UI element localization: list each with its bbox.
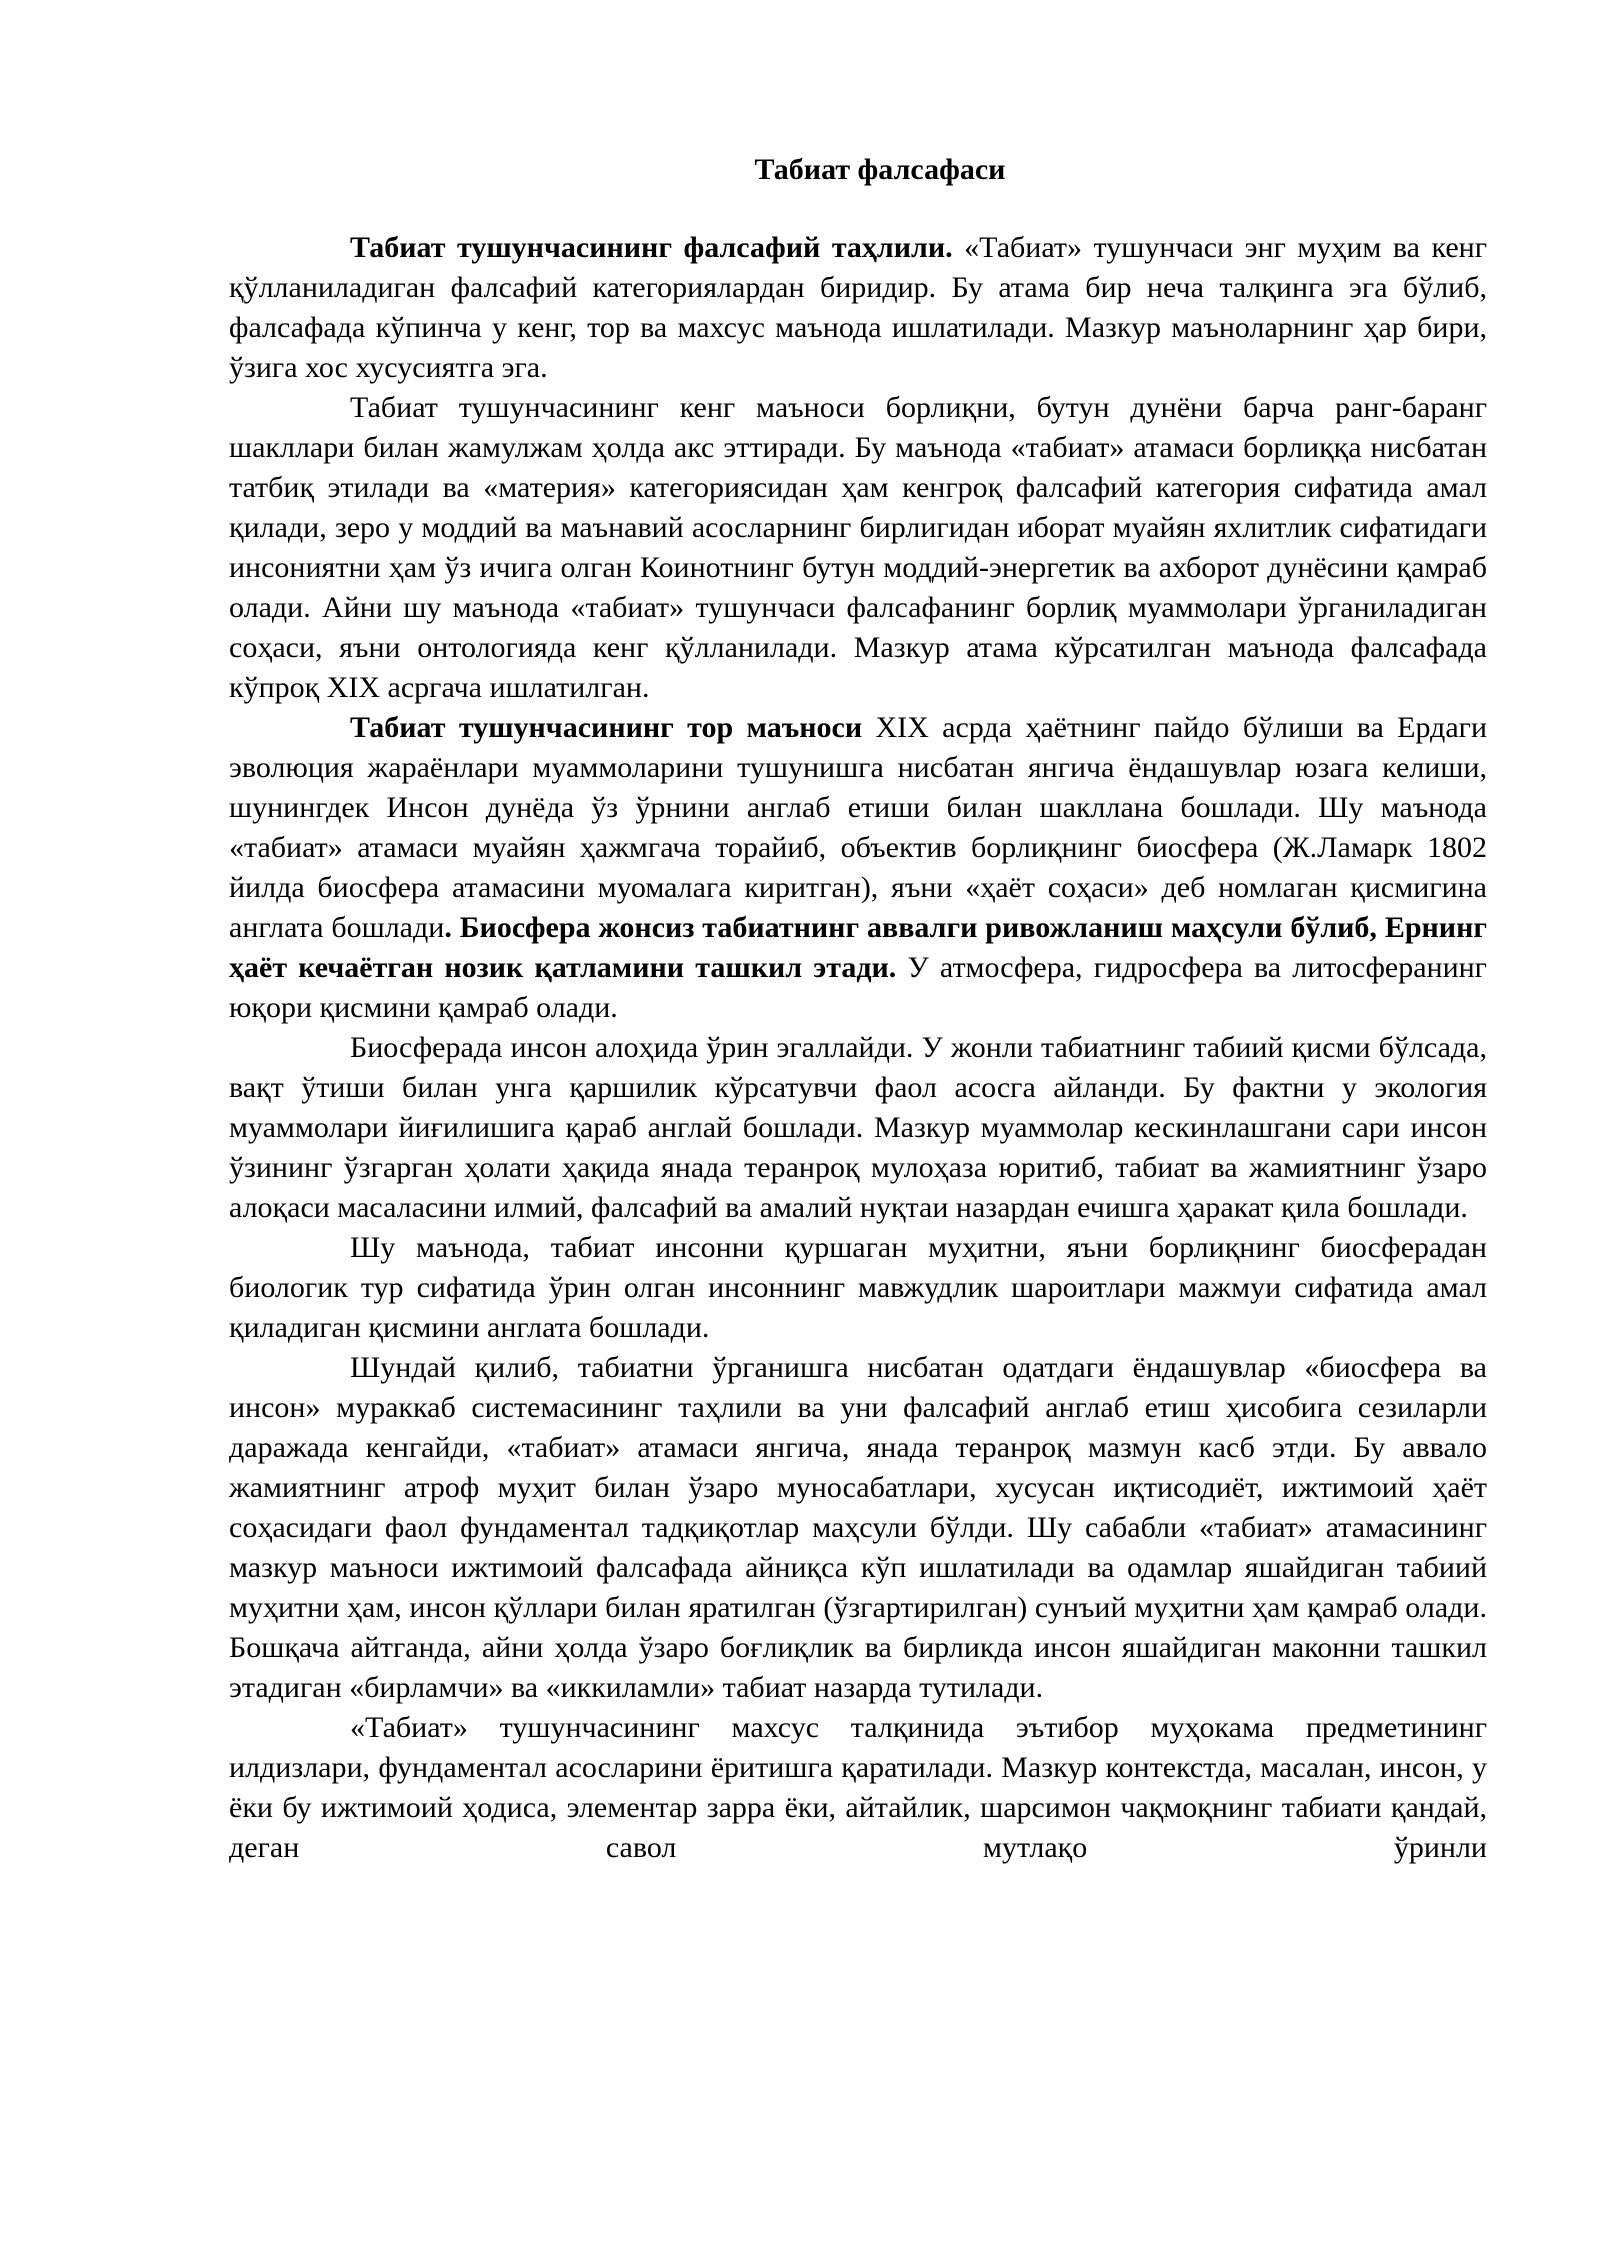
paragraph-5 (229, 1228, 1487, 1348)
paragraph-2-text: Табиат тушунчасининг кенг маъноси борлиқни, бутун дунёни барча ранг-баранг шакллари билан жамулжам ҳолда акс эттиради. Бу маънода «табиат» атамаси борлиққа нисбатан татбиқ этилади ва «материя» категориясидан ҳам кенгроқ фалсафий категория сифатида амал қилади, зеро у моддий ва маънавий асосларнинг бирлигидан иборат муайян яхлитлик сифатидаги инсониятни ҳам ўз ичига олган Коинотнинг бутун моддий-энергетик ва ахборот дунёсини қамраб олади. Айни шу маънода «табиат» тушунчаси фалсафанинг борлиқ муаммолари ўрганиладиган соҳаси, яъни онтологияда кенг қўлланилади. Мазкур атама кўрсатилган маънода фалсафада кўпроқ XIX асргача ишлатилган. (229, 391, 1487, 704)
paragraph-7-text: «Табиат» тушунчасининг махсус талқинида эътибор муҳокама предметининг илдизлари, фундаментал асосларини ёритишга қаратилади. Мазкур контекстда, масалан, инсон, у ёки бу ижтимоий ҳодиса, элементар зарра ёки, айтайлик, шарсимон чақмоқнинг табиати қандай, деган савол мутлақо ўринли (229, 1711, 1487, 1864)
paragraph-7 (229, 1708, 1487, 1868)
paragraph-3-text-b: У атмосфера, гидросфера ва литосферанинг юқори қисмини қамраб олади. (229, 951, 1487, 1024)
paragraph-3-bold-lead: Табиат тушунчасининг тор маъноси (350, 711, 863, 744)
paragraph-1 (229, 228, 1487, 388)
paragraph-4-text: Биосферада инсон алоҳида ўрин эгаллайди. У жонли табиатнинг табиий қисми бўлсада, вақт ўтиши билан унга қаршилик кўрсатувчи фаол асосга айланди. Бу фактни у экология муаммолари йиғилишига қараб англай бошлади. Мазкур муаммолар кескинлашгани сари инсон ўзининг ўзгарган ҳолати ҳақида янада теранроқ мулоҳаза юритиб, табиат ва жамиятнинг ўзаро алоқаси масаласини илмий, фалсафий ва амалий нуқтаи назардан ечишга ҳаракат қила бошлади. (229, 1031, 1487, 1224)
paragraph-1-text: «Табиат» тушунчаси энг муҳим ва кенг қўлланиладиган фалсафий категориялардан биридир. Бу атама бир неча талқинга эга бўлиб, фалсафада кўпинча у кенг, тор ва махсус маънода ишлатилади. Мазкур маъноларнинг ҳар бири, ўзига хос хусусиятга эга. (229, 231, 1487, 384)
paragraph-3 (229, 708, 1487, 1028)
paragraph-1-bold-lead: Табиат тушунчасининг фалсафий таҳлили. (350, 231, 953, 264)
document-body (229, 228, 1487, 1868)
paragraph-5-text: Шу маънода, табиат инсонни қуршаган муҳитни, яъни борлиқнинг биосферадан биологик тур сифатида ўрин олган инсоннинг мавжудлик шароитлари мажмуи сифатида амал қиладиган қисмини англата бошлади. (229, 1231, 1487, 1344)
paragraph-3-bold-mid: . Биосфера жонсиз табиатнинг аввалги ривожланиш маҳсули бўлиб, Ернинг ҳаёт кечаётган нозик қатламини ташкил этади. (229, 911, 1488, 984)
document-title: Табиат фалсафаси (754, 153, 1006, 186)
paragraph-6 (229, 1348, 1487, 1708)
paragraph-3-text-a: XIX асрда ҳаётнинг пайдо бўлиши ва Ердаги эволюция жараёнлари муаммоларини тушунишга нисбатан янгича ёндашувлар юзага келиши, шунингдек Инсон дунёда ўз ўрнини англаб етиши билан шакллана бошлади. Шу маънода «табиат» атамаси муайян ҳажмгача торайиб, объектив борлиқнинг биосфера (Ж.Ламарк 1802 йилда биосфера атамасини муомалага киритган), яъни «ҳаёт соҳаси» деб номлаган қисмигина англата бошлади (229, 711, 1487, 944)
paragraph-6-text: Шундай қилиб, табиатни ўрганишга нисбатан одатдаги ёндашувлар «биосфера ва инсон» мураккаб системасининг таҳлили ва уни фалсафий англаб етиш ҳисобига сезиларли даражада кенгайди, «табиат» атамаси янгича, янада теранроқ мазмун касб этди. Бу аввало жамиятнинг атроф муҳит билан ўзаро муносабатлари, хусусан иқтисодиёт, ижтимоий ҳаёт соҳасидаги фаол фундаментал тадқиқотлар маҳсули бўлди. Шу сабабли «табиат» атамасининг мазкур маъноси ижтимоий фалсафада айниқса кўп ишлатилади ва одамлар яшайдиган табиий муҳитни ҳам, инсон қўллари билан яратилган (ўзгартирилган) сунъий муҳитни ҳам қамраб олади. Бошқача айтганда, айни ҳолда ўзаро боғлиқлик ва бирликда инсон яшайдиган маконни ташкил этадиган «бирламчи» ва «иккиламли» табиат назарда тутилади. (229, 1351, 1487, 1704)
paragraph-2 (229, 388, 1487, 708)
paragraph-4 (229, 1028, 1487, 1228)
